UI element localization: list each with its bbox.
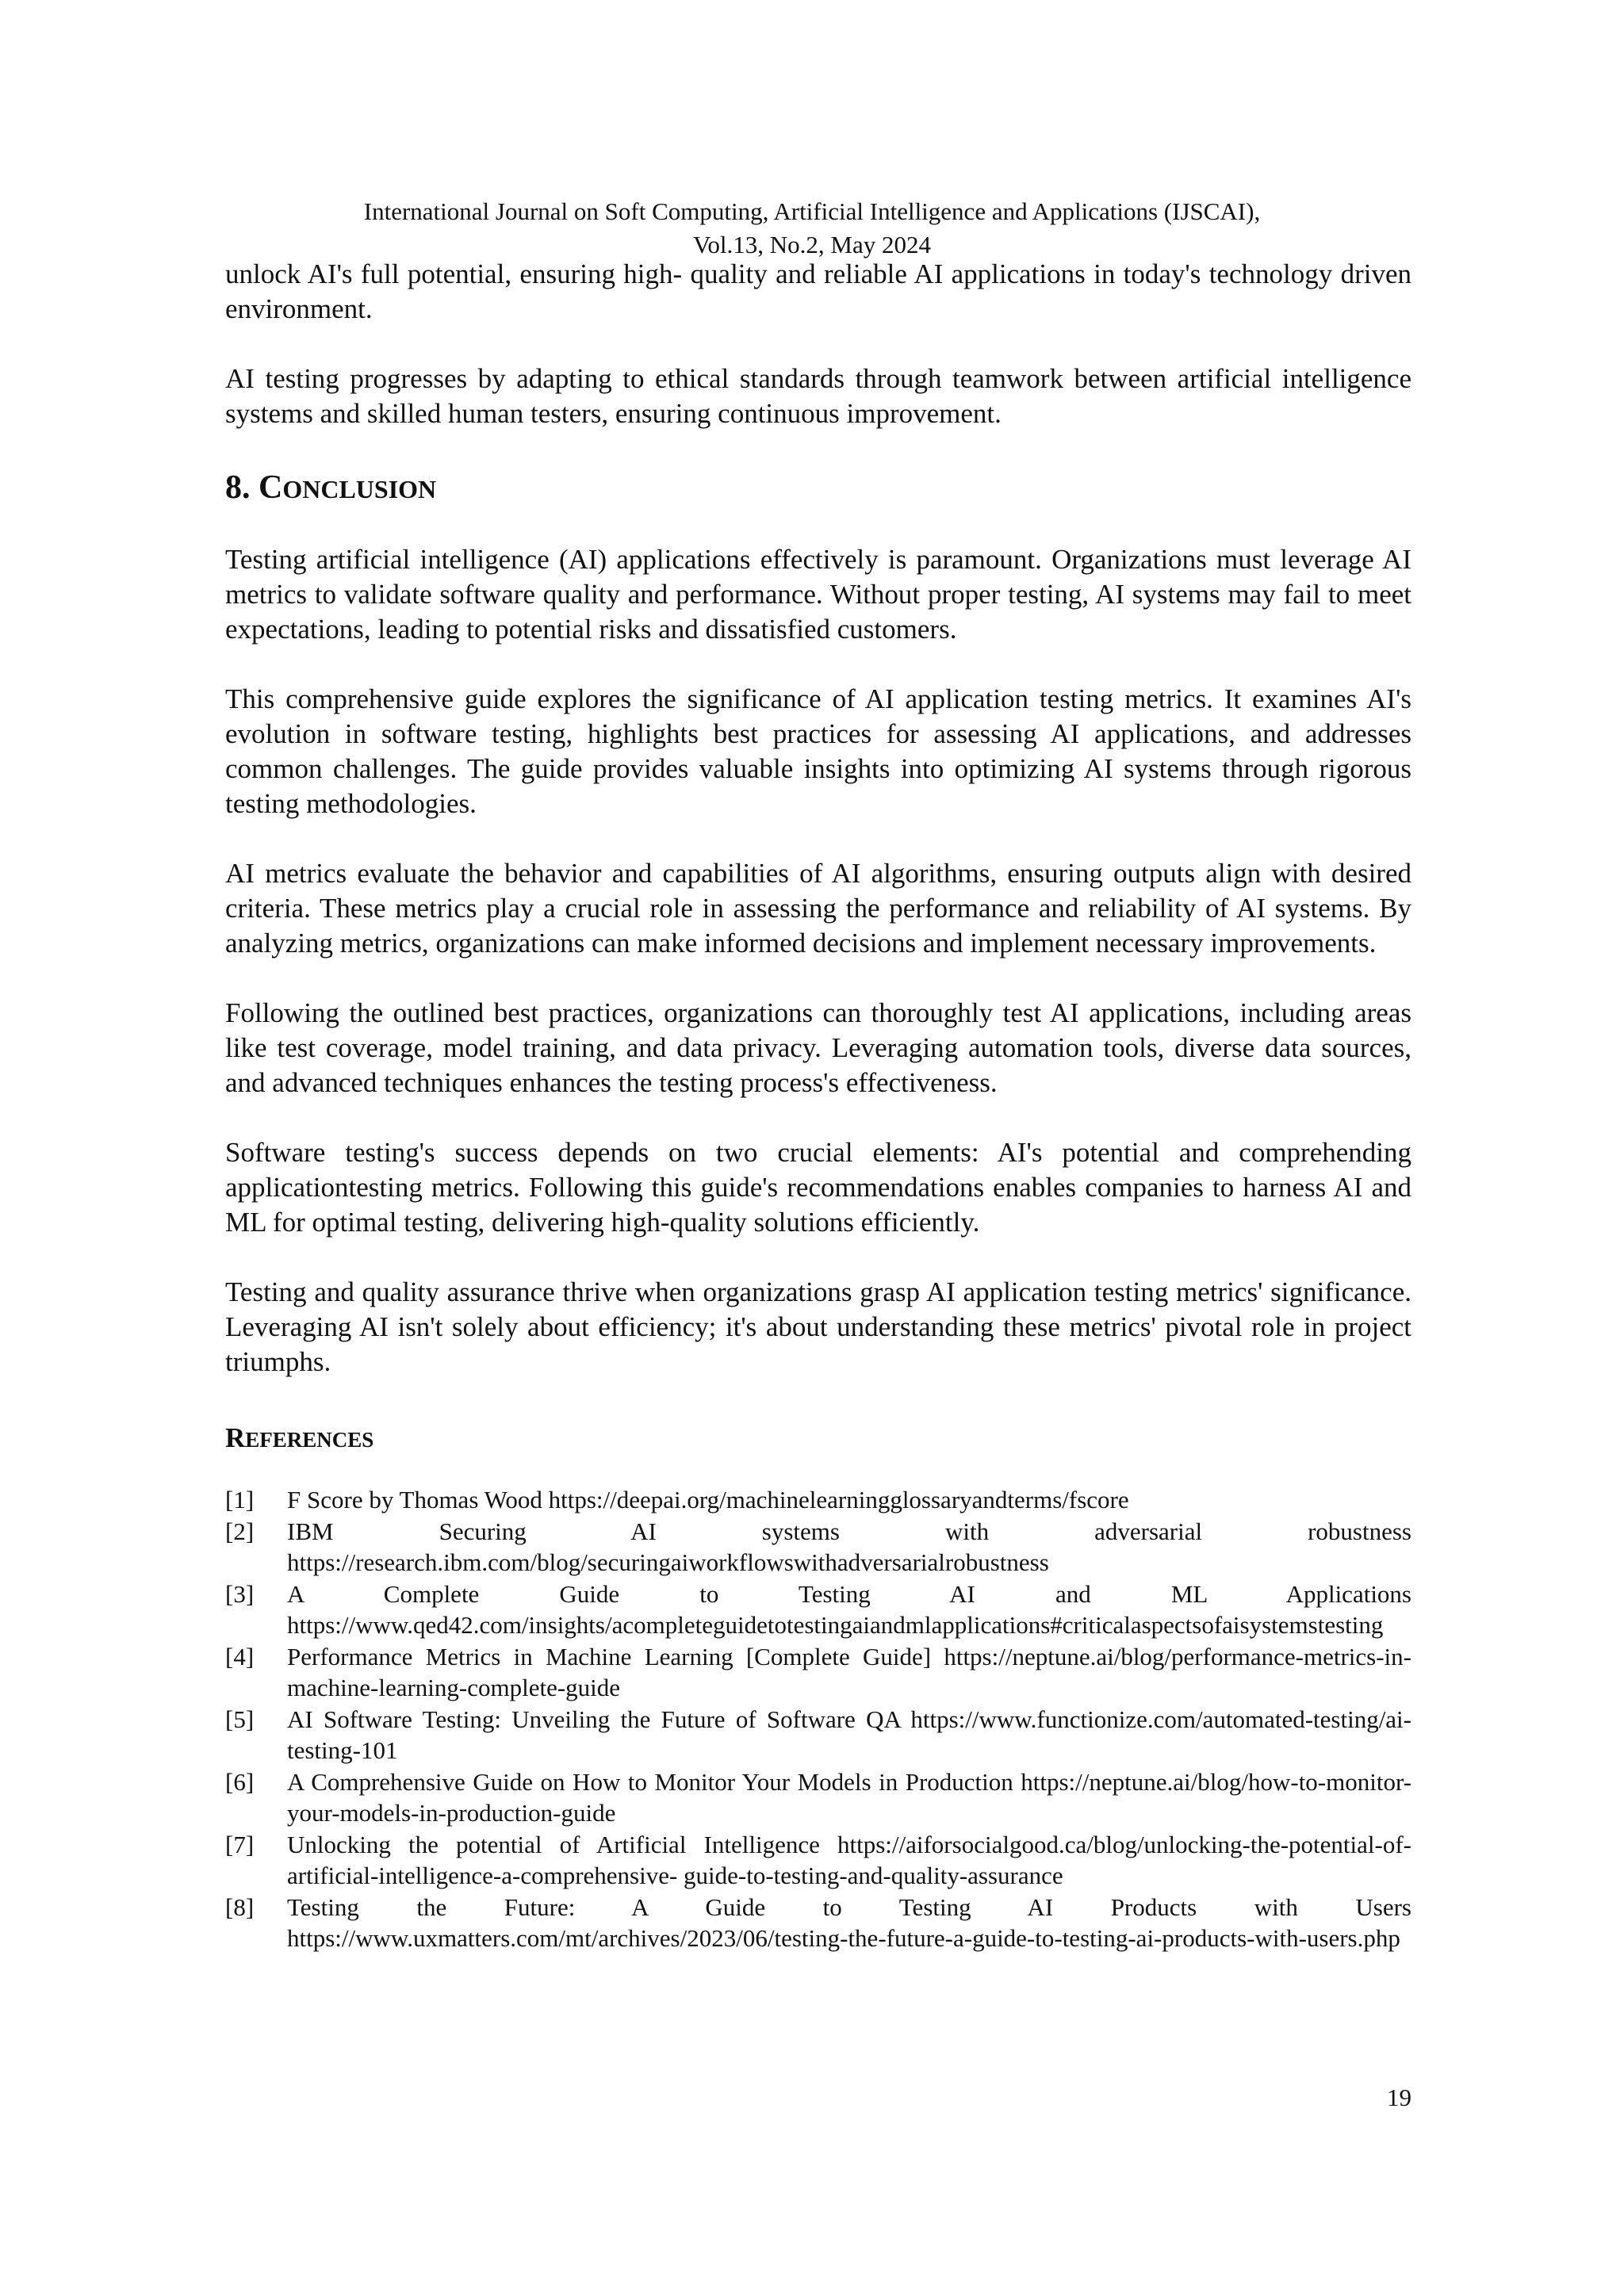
running-head (0, 195, 1624, 262)
reference-number: [7] (225, 1830, 255, 1858)
reference-item (225, 1484, 1411, 1516)
conclusion-paragraph-6: Testing and quality assurance thrive when organizations grasp AI application testing metrics' significance. Leveraging AI isn't solely about efficiency; it's about understanding these metrics' pivotal role in project triumphs. (225, 1276, 1411, 1377)
reference-text: Unlocking the potential of Artificial Intelligence https://aiforsocialgood.ca/blog/unlocking-the-potential-of-artificial-intelligence-a-comprehensive- guide-to-testing-and-quality-assurance (287, 1830, 1411, 1889)
reference-number: [2] (225, 1517, 255, 1545)
reference-text: IBM Securing AI systems with adversarial robustness https://research.ibm.com/blog/securingaiworkflowswithadversarialrobustness (287, 1517, 1411, 1576)
reference-item (225, 1516, 1411, 1578)
page-number: 19 (1387, 2084, 1411, 2111)
reference-text: Testing the Future: A Guide to Testing AI Products with Users https://www.uxmatters.com/mt/archives/2023/06/testing-the-future-a-guide-to-testing-ai-products-with-users.php (287, 1892, 1411, 1952)
running-head-volume: Vol.13, No.2, May 2024 (693, 231, 931, 258)
intro-paragraph-2: AI testing progresses by adapting to ethical standards through teamwork between artificial intelligence systems and skilled human testers, ensuring continuous improvement. (225, 363, 1411, 429)
reference-text: AI Software Testing: Unveiling the Future of Software QA https://www.functionize.com/automated-testing/ai-testing-101 (287, 1705, 1411, 1764)
conclusion-paragraph-1: Testing artificial intelligence (AI) applications effectively is paramount. Organizations must leverage AI metrics to validate software quality and performance. Without proper testing, AI systems may fail to meet expectations, leading to potential risks and dissatisfied customers. (225, 544, 1411, 645)
conclusion-heading (225, 468, 1411, 509)
conclusion-heading-number: 8. C (225, 469, 283, 506)
reference-item (225, 1641, 1411, 1704)
reference-number: [3] (225, 1579, 255, 1608)
conclusion-paragraph-2: This comprehensive guide explores the significance of AI application testing metrics. It examines AI's evolution in software testing, highlights best practices for assessing AI applications, and addresses common challenges. The guide provides valuable insights into optimizing AI systems through rigorous testing methodologies. (225, 683, 1411, 819)
references-heading (225, 1421, 1411, 1457)
reference-item (225, 1578, 1411, 1641)
page-body (225, 257, 1411, 1954)
reference-text: Performance Metrics in Machine Learning [Complete Guide] https://neptune.ai/blog/performance-metrics-in-machine-learning-complete-guide (287, 1642, 1411, 1701)
reference-list (225, 1484, 1411, 1954)
references-heading-title: EFERENCES (245, 1428, 374, 1452)
reference-text: A Comprehensive Guide on How to Monitor Your Models in Production https://neptune.ai/blog/how-to-monitor-your-models-in-production-guide (287, 1767, 1411, 1827)
reference-item (225, 1766, 1411, 1829)
conclusion-paragraph-4: Following the outlined best practices, organizations can thoroughly test AI applications, including areas like test coverage, model training, and data privacy. Leveraging automation tools, diverse data sources, and advanced techniques enhances the testing process's effectiveness. (225, 997, 1411, 1098)
conclusion-heading-title: ONCLUSION (282, 475, 437, 503)
reference-text: F Score by Thomas Wood https://deepai.org/machinelearningglossaryandterms/fscore (287, 1486, 1129, 1513)
conclusion-paragraph-3: AI metrics evaluate the behavior and capabilities of AI algorithms, ensuring outputs align with desired criteria. These metrics play a crucial role in assessing the performance and reliability of AI systems. By analyzing metrics, organizations can make informed decisions and implement necessary improvements. (225, 858, 1411, 959)
conclusion-paragraph-5: Software testing's success depends on two crucial elements: AI's potential and comprehending applicationtesting metrics. Following this guide's recommendations enables companies to harness AI and ML for optimal testing, delivering high-quality solutions efficiently. (225, 1137, 1411, 1238)
intro-paragraph-1: unlock AI's full potential, ensuring high- quality and reliable AI applications in today's technology driven environment. (225, 258, 1411, 324)
reference-item (225, 1892, 1411, 1954)
reference-number: [1] (225, 1486, 255, 1513)
reference-number: [4] (225, 1642, 255, 1670)
reference-text: A Complete Guide to Testing AI and ML Applications https://www.qed42.com/insights/acompleteguidetotestingaiandmlapplications#criticalaspectsofaisystemstesting (287, 1579, 1411, 1639)
reference-number: [6] (225, 1767, 255, 1796)
reference-item (225, 1829, 1411, 1892)
reference-number: [5] (225, 1705, 255, 1733)
running-head-journal: International Journal on Soft Computing, Artificial Intelligence and Applications (IJSCAI), (363, 197, 1261, 225)
references-heading-initial: R (225, 1422, 246, 1453)
reference-number: [8] (225, 1892, 255, 1921)
reference-item (225, 1704, 1411, 1766)
